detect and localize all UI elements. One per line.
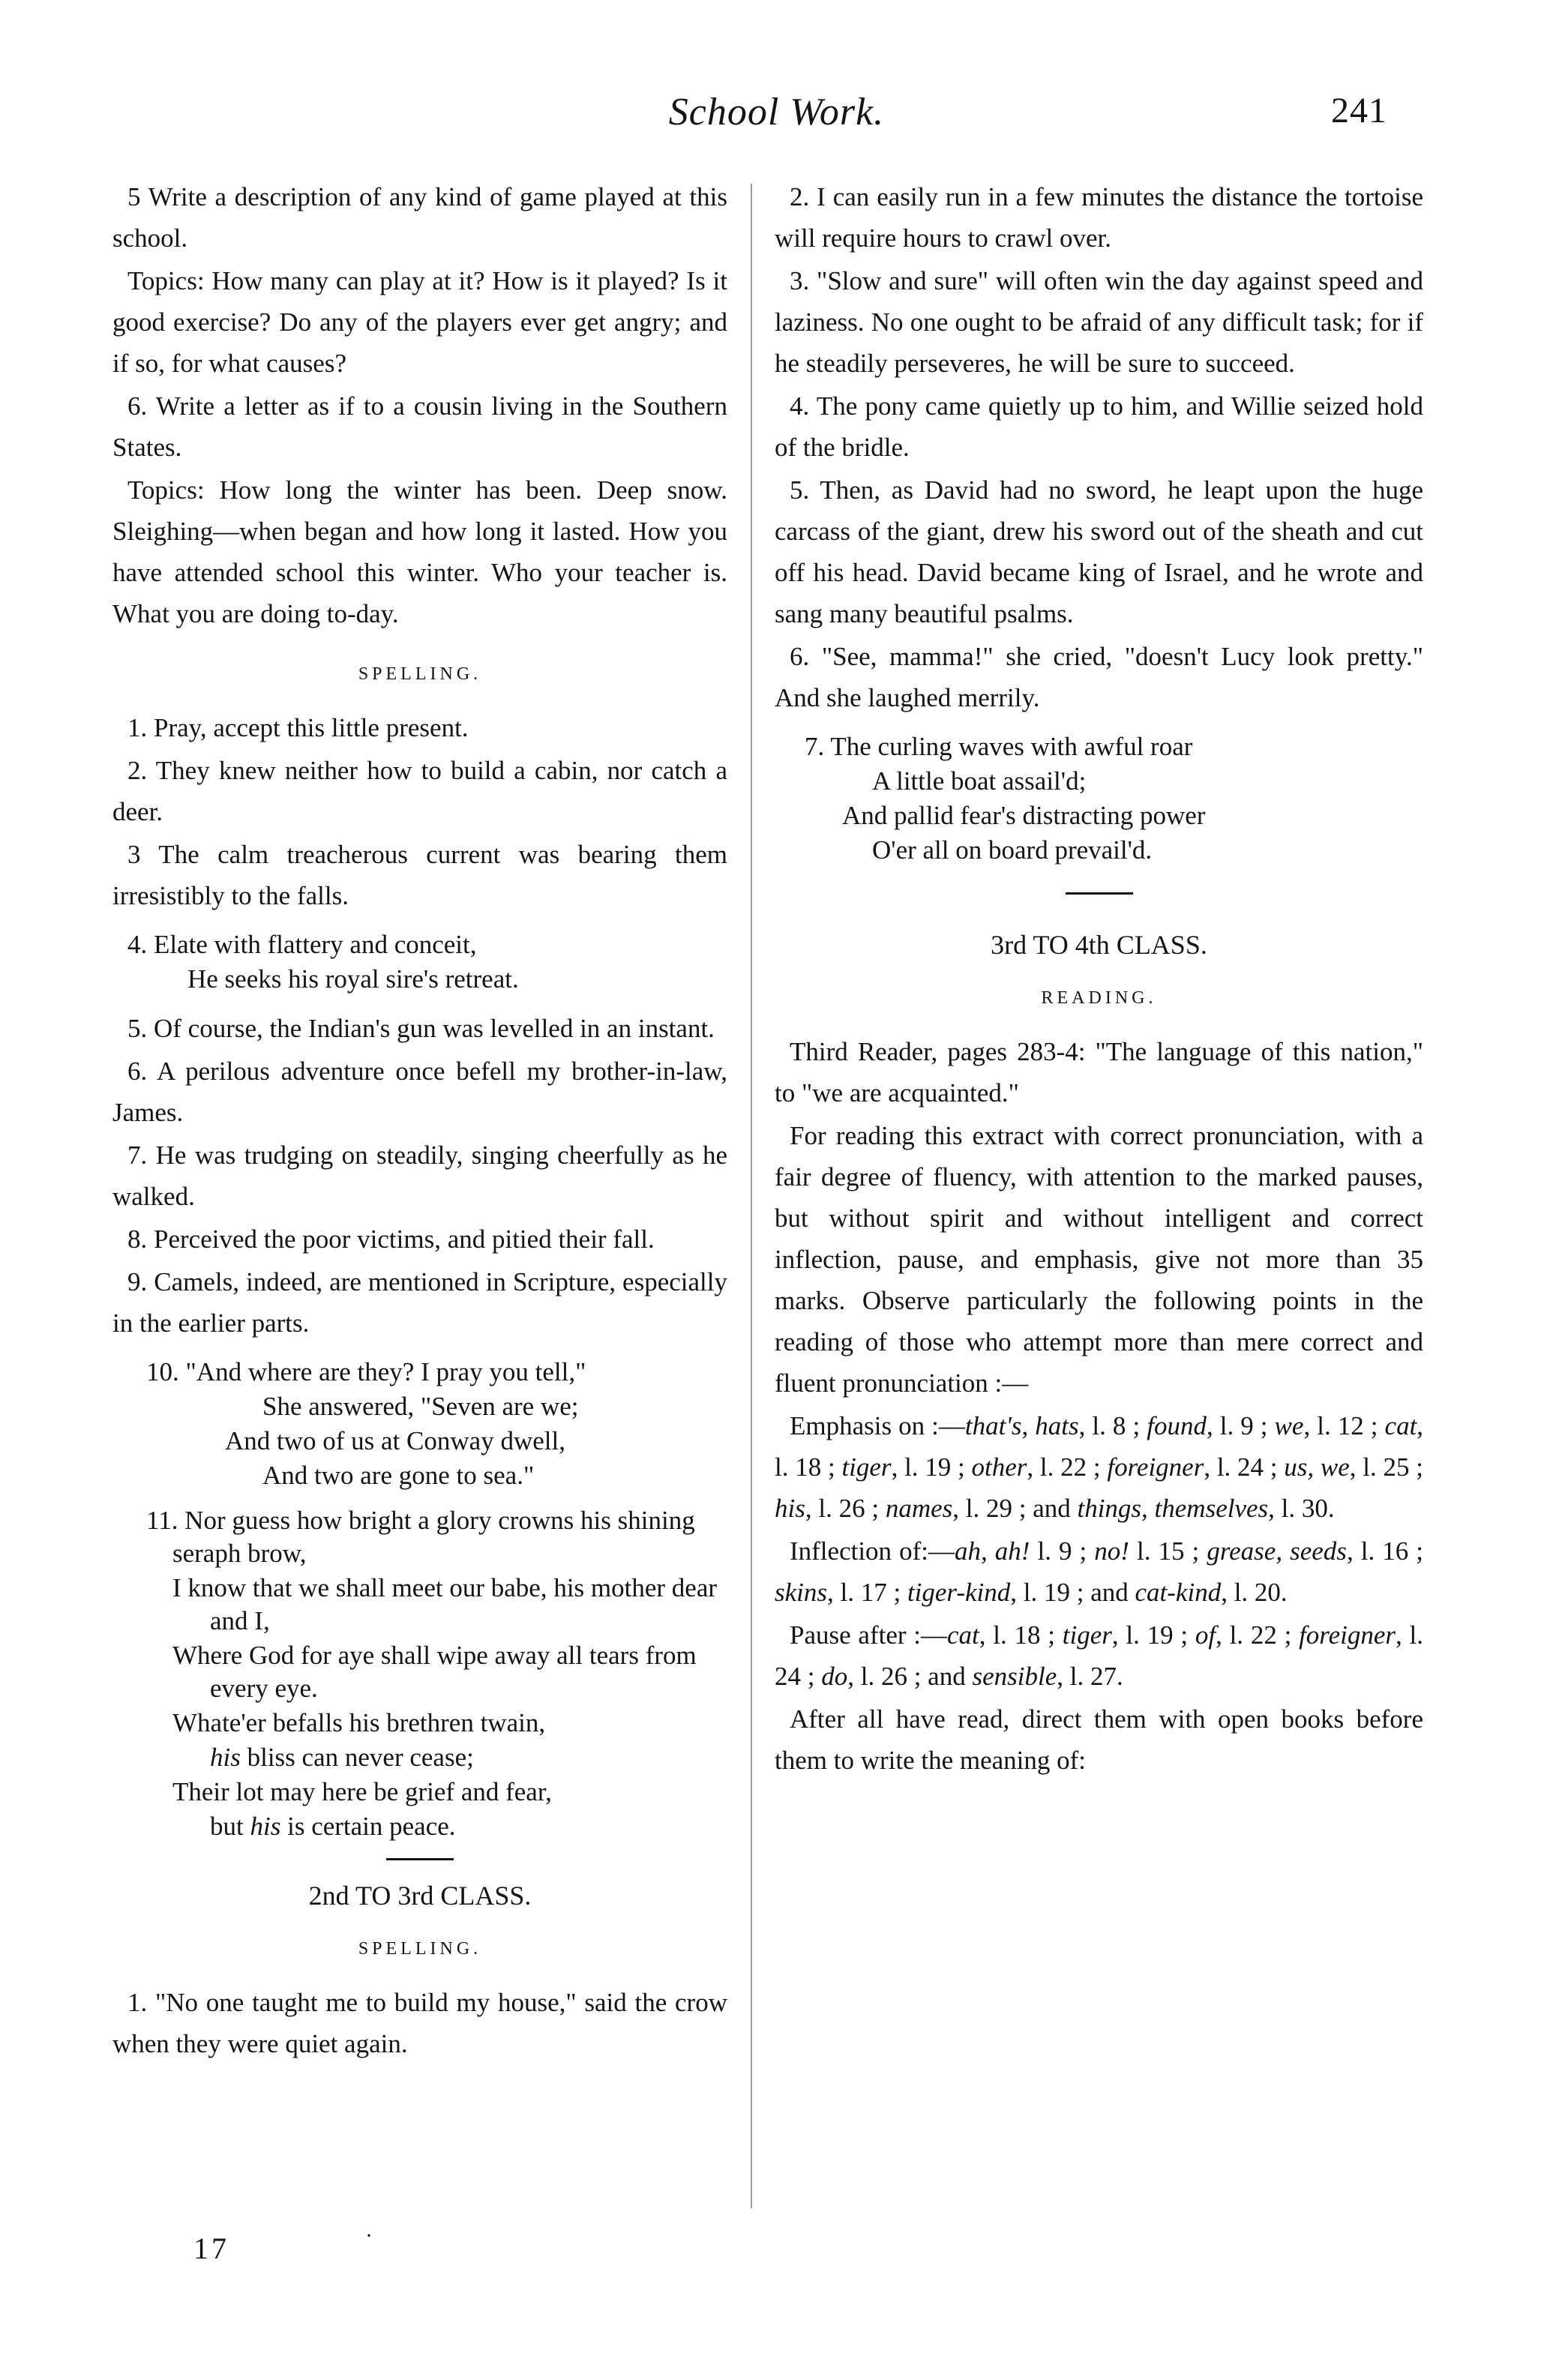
italic-word: his bbox=[250, 1812, 281, 1841]
spelling-item-5: 5. Of course, the Indian's gun was levelled in an instant. bbox=[127, 1014, 715, 1043]
ref-text: , l. 19 ; bbox=[891, 1452, 972, 1482]
italic-word: things, themselves bbox=[1077, 1494, 1269, 1523]
verse-line: She answered, "Seven are we; bbox=[262, 1392, 579, 1421]
ref-text: , l. 30. bbox=[1268, 1494, 1335, 1523]
italic-word: his bbox=[210, 1743, 241, 1772]
italic-word: that's bbox=[964, 1411, 1022, 1440]
verse-line: Their lot may here be grief and fear, bbox=[172, 1777, 552, 1806]
ref-text: , l. 16 ; bbox=[1346, 1536, 1424, 1566]
verse-line: And two of us at Conway dwell, bbox=[225, 1426, 565, 1455]
ref-text: , l. 24 ; bbox=[1204, 1452, 1285, 1482]
ref-text: , l. 18 ; bbox=[979, 1620, 1063, 1650]
spelling-item-2: 2. I can easily run in a few minutes the distance the tortoise will require hours to crawl over. bbox=[775, 182, 1423, 253]
verse-text: but bbox=[210, 1812, 250, 1841]
label-text: Emphasis on :— bbox=[790, 1411, 965, 1440]
spelling-item-2: 2. They knew neither how to build a cabin, nor catch a deer. bbox=[112, 756, 727, 826]
spelling-item-5: 5. Then, as David had no sword, he leapt upon the huge carcass of the giant, drew his sword out of the sheath and cut off his head. David became king of Israel, and he wrote and sang many beautiful psalms. bbox=[775, 475, 1423, 628]
emphasis-paragraph bbox=[775, 1405, 1423, 1529]
italic-word: of bbox=[1195, 1620, 1216, 1650]
class-heading: 2nd TO 3rd CLASS. bbox=[308, 1881, 532, 1911]
ref-text: , l. 17 ; bbox=[827, 1578, 907, 1607]
reading-paragraph: For reading this extract with correct pronunciation, with a fair degree of fluency, with attention to the marked pauses, but without spirit and without intelligent and correct inflection, pause, and emphasis, give not more than 35 marks. Observe particularly the following points in the reading of those who attempt more than mere correct and fluent pronunciation :— bbox=[775, 1121, 1423, 1398]
italic-word: foreigner bbox=[1107, 1452, 1204, 1482]
label-text: Inflection of:— bbox=[790, 1536, 955, 1566]
spelling-item-1: 1. Pray, accept this little present. bbox=[127, 713, 469, 742]
inflection-paragraph bbox=[775, 1530, 1423, 1613]
composition-topics-5: Topics: How many can play at it? How is it played? Is it good exercise? Do any of the players ever get angry; and if so, for what causes? bbox=[112, 266, 727, 378]
spelling-item-4: 4. The pony came quietly up to him, and Willie seized hold of the bridle. bbox=[775, 391, 1423, 462]
italic-word: found bbox=[1147, 1411, 1207, 1440]
italic-word: other bbox=[971, 1452, 1027, 1482]
spelling-item-7: 7. He was trudging on steadily, singing cheerfully as he walked. bbox=[112, 1141, 727, 1211]
verse-line: 7. The curling waves with awful roar bbox=[805, 732, 1193, 761]
italic-word: his bbox=[775, 1494, 805, 1523]
verse-line: A little boat assail'd; bbox=[872, 766, 1087, 796]
italic-word: cat-kind bbox=[1135, 1578, 1222, 1607]
reading-paragraph: Third Reader, pages 283-4: "The language of this nation," to "we are acquainted." bbox=[775, 1037, 1423, 1108]
ref-text: , l. 12 ; bbox=[1303, 1411, 1385, 1440]
verse-line: 11. Nor guess how bright a glory crowns his shining seraph brow, bbox=[146, 1506, 695, 1568]
verse-line bbox=[112, 1810, 727, 1843]
italic-word: sensible bbox=[972, 1662, 1057, 1691]
stray-mark: · bbox=[365, 2223, 373, 2248]
italic-word: us, we bbox=[1284, 1452, 1350, 1482]
italic-word: cat bbox=[947, 1620, 979, 1650]
verse-line: Where God for aye shall wipe away all tears from every eye. bbox=[172, 1641, 697, 1703]
class-heading: 3rd TO 4th CLASS. bbox=[991, 930, 1207, 960]
left-column bbox=[112, 176, 727, 2066]
verse-line: I know that we shall meet our babe, his mother dear and I, bbox=[172, 1573, 718, 1635]
italic-word: foreigner bbox=[1299, 1620, 1396, 1650]
column-divider bbox=[751, 184, 752, 2208]
ref-text: , l. 18 ; bbox=[775, 1411, 1424, 1482]
italic-word: we bbox=[1274, 1411, 1304, 1440]
italic-word: ah, ah! bbox=[954, 1536, 1030, 1566]
section-heading-spelling: SPELLING. bbox=[358, 664, 482, 684]
ref-text: , l. 25 ; bbox=[1349, 1452, 1423, 1482]
composition-item-5: 5 Write a description of any kind of game played at this school. bbox=[112, 182, 727, 253]
spelling-item-1: 1. "No one taught me to build my house," said the crow when they were quiet again. bbox=[112, 1988, 727, 2058]
ref-text: , l. 19 ; and bbox=[1010, 1578, 1135, 1607]
ref-text: , l. 22 ; bbox=[1216, 1620, 1300, 1650]
ref-text: , l. 9 ; bbox=[1206, 1411, 1275, 1440]
ref-text: , l. 24 ; bbox=[775, 1620, 1424, 1691]
section-rule bbox=[1066, 892, 1133, 895]
ref-text: , l. 27. bbox=[1057, 1662, 1123, 1691]
verse-line: And two are gone to sea." bbox=[262, 1461, 535, 1490]
ref-text: , l. 22 ; bbox=[1027, 1452, 1108, 1482]
spelling-item-6: 6. "See, mamma!" she cried, "doesn't Lucy look pretty." And she laughed merrily. bbox=[775, 642, 1423, 712]
ref-text: , l. 26 ; bbox=[805, 1494, 886, 1523]
reading-paragraph: After all have read, direct them with open books before them to write the meaning of: bbox=[775, 1704, 1423, 1775]
composition-topics-6: Topics: How long the winter has been. Deep snow. Sleighing—when began and how long it lasted. How you have attended school this winter. Who your teacher is. What you are doing to-day. bbox=[112, 475, 727, 628]
italic-word: skins bbox=[775, 1578, 827, 1607]
ref-text: l. 9 ; bbox=[1030, 1536, 1095, 1566]
spelling-item-9: 9. Camels, indeed, are mentioned in Scripture, especially in the earlier parts. bbox=[112, 1267, 727, 1338]
verse-line: O'er all on board prevail'd. bbox=[872, 835, 1153, 865]
spelling-item-3: 3 The calm treacherous current was bearing them irresistibly to the falls. bbox=[112, 840, 727, 910]
ref-text: , l. 8 ; bbox=[1078, 1411, 1147, 1440]
ref-text: , bbox=[1021, 1411, 1036, 1440]
verse-line: And pallid fear's distracting power bbox=[842, 801, 1206, 830]
spelling-item-6: 6. A perilous adventure once befell my brother-in-law, James. bbox=[112, 1057, 727, 1127]
ref-text: l. 15 ; bbox=[1129, 1536, 1207, 1566]
italic-word: grease, seeds bbox=[1207, 1536, 1347, 1566]
ref-text: , l. 20. bbox=[1221, 1578, 1288, 1607]
italic-word: do bbox=[821, 1662, 848, 1691]
italic-word: tiger bbox=[1062, 1620, 1112, 1650]
verse-text: bliss can never cease; bbox=[240, 1743, 474, 1772]
running-title: School Work. bbox=[668, 91, 885, 133]
section-heading-spelling: SPELLING. bbox=[358, 1939, 482, 1959]
page-number: 241 bbox=[1331, 91, 1387, 130]
section-heading-reading: READING. bbox=[1041, 988, 1157, 1008]
signature-mark: 17 bbox=[193, 2232, 229, 2265]
verse-line: 10. "And where are they? I pray you tell," bbox=[146, 1357, 586, 1386]
italic-word: cat bbox=[1384, 1411, 1417, 1440]
ref-text: , l. 29 ; and bbox=[952, 1494, 1078, 1523]
pause-paragraph bbox=[775, 1614, 1423, 1697]
right-column bbox=[775, 176, 1423, 1782]
italic-word: names bbox=[885, 1494, 953, 1523]
italic-word: tiger bbox=[841, 1452, 892, 1482]
verse-text: is certain peace. bbox=[280, 1812, 456, 1841]
ref-text: , l. 19 ; bbox=[1111, 1620, 1195, 1650]
composition-item-6: 6. Write a letter as if to a cousin living in the Southern States. bbox=[112, 391, 727, 462]
verse-line: He seeks his royal sire's retreat. bbox=[187, 964, 519, 994]
verse-line bbox=[112, 1741, 727, 1774]
italic-word: no! bbox=[1094, 1536, 1129, 1566]
verse-line: Whate'er befalls his brethren twain, bbox=[172, 1708, 546, 1737]
italic-word: tiger-kind bbox=[907, 1578, 1011, 1607]
ref-text: , l. 26 ; and bbox=[847, 1662, 973, 1691]
spelling-item-3: 3. "Slow and sure" will often win the day against speed and laziness. No one ought to be afraid of any difficult task; for if he steadily perseveres, he will be sure to succeed. bbox=[775, 266, 1423, 378]
spelling-item-8: 8. Perceived the poor victims, and pitied their fall. bbox=[127, 1224, 655, 1254]
verse-line: 4. Elate with flattery and conceit, bbox=[127, 930, 477, 959]
running-head bbox=[0, 84, 1553, 144]
label-text: Pause after :— bbox=[790, 1620, 947, 1650]
section-rule bbox=[386, 1858, 454, 1860]
italic-word: hats bbox=[1035, 1411, 1079, 1440]
